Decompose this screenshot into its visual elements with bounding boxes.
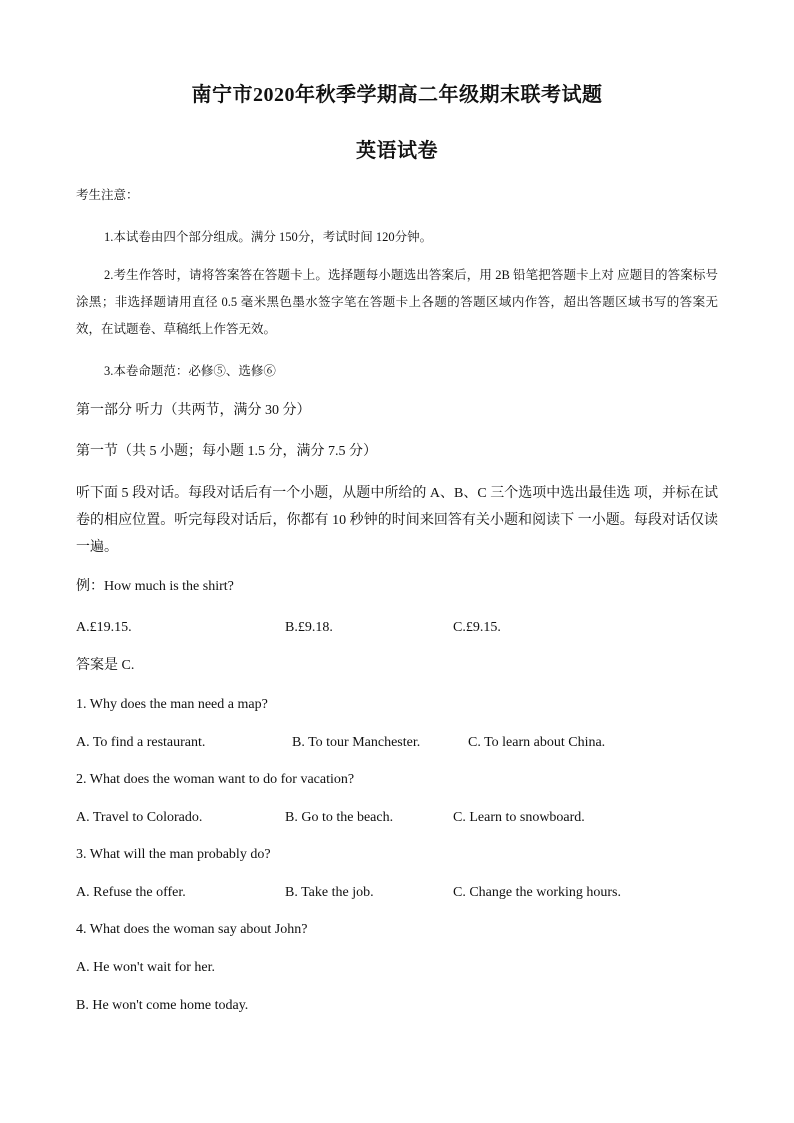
- question-1-option-c: C. To learn about China.: [468, 735, 606, 750]
- question-4-option-a: A. He won't wait for her.: [76, 960, 215, 975]
- example-option-a: A.£19.15.: [76, 620, 132, 635]
- question-2-option-b: B. Go to the beach.: [285, 810, 394, 825]
- question-2-option-c: C. Learn to snowboard.: [453, 810, 585, 825]
- example-question: 例：How much is the shirt?: [76, 579, 234, 594]
- question-4: 4. What does the woman say about John?: [76, 922, 308, 937]
- question-3-option-c: C. Change the working hours.: [453, 885, 621, 900]
- question-3-option-a: A. Refuse the offer.: [76, 885, 186, 900]
- notice-item-1: 1.本试卷由四个部分组成。满分 150分，考试时间 120分钟。: [104, 230, 433, 244]
- exam-subtitle: 英语试卷: [356, 140, 438, 162]
- section-heading: 第一节（共 5 小题；每小题 1.5 分，满分 7.5 分）: [76, 444, 377, 459]
- listening-instructions: 听下面 5 段对话。每段对话后有一个小题，从题中所给的 A、B、C 三个选项中选出最佳选 项，并标在试卷的相应位置。听完每段对话后，你都有 10 秒钟的时间来回答有关小题和阅读下 一小题。每段对话仅读一遍。: [76, 486, 718, 555]
- question-3: 3. What will the man probably do?: [76, 847, 271, 862]
- notice-item-2: 2.考生作答时，请将答案答在答题卡上。选择题每小题选出答案后，用 2B 铅笔把答题卡上对 应题目的答案标号涂黑；非选择题请用直径 0.5 毫米黑色墨水签字笔在答题卡上各题的答题区域内作答，超出答题区域书写的答案无效，在试题卷、草稿纸上作答无效。: [76, 268, 718, 336]
- exam-title: 南宁市2020年秋季学期高二年级期末联考试题: [191, 84, 603, 106]
- part-heading: 第一部分 听力（共两节，满分 30 分）: [76, 403, 311, 418]
- question-2-option-a: A. Travel to Colorado.: [76, 810, 203, 825]
- example-answer: 答案是 C.: [76, 658, 135, 673]
- question-4-option-b: B. He won't come home today.: [76, 998, 249, 1013]
- question-1-option-b: B. To tour Manchester.: [292, 735, 421, 750]
- question-3-option-b: B. Take the job.: [285, 885, 374, 900]
- question-1: 1. Why does the man need a map?: [76, 697, 268, 712]
- notice-item-3: 3.本卷命题范：必修⑤、选修⑥: [104, 364, 276, 378]
- example-option-b: B.£9.18.: [285, 620, 333, 635]
- example-option-c: C.£9.15.: [453, 620, 501, 635]
- question-2: 2. What does the woman want to do for vacation?: [76, 772, 355, 787]
- question-1-option-a: A. To find a restaurant.: [76, 735, 206, 750]
- notice-heading: 考生注意：: [76, 188, 139, 202]
